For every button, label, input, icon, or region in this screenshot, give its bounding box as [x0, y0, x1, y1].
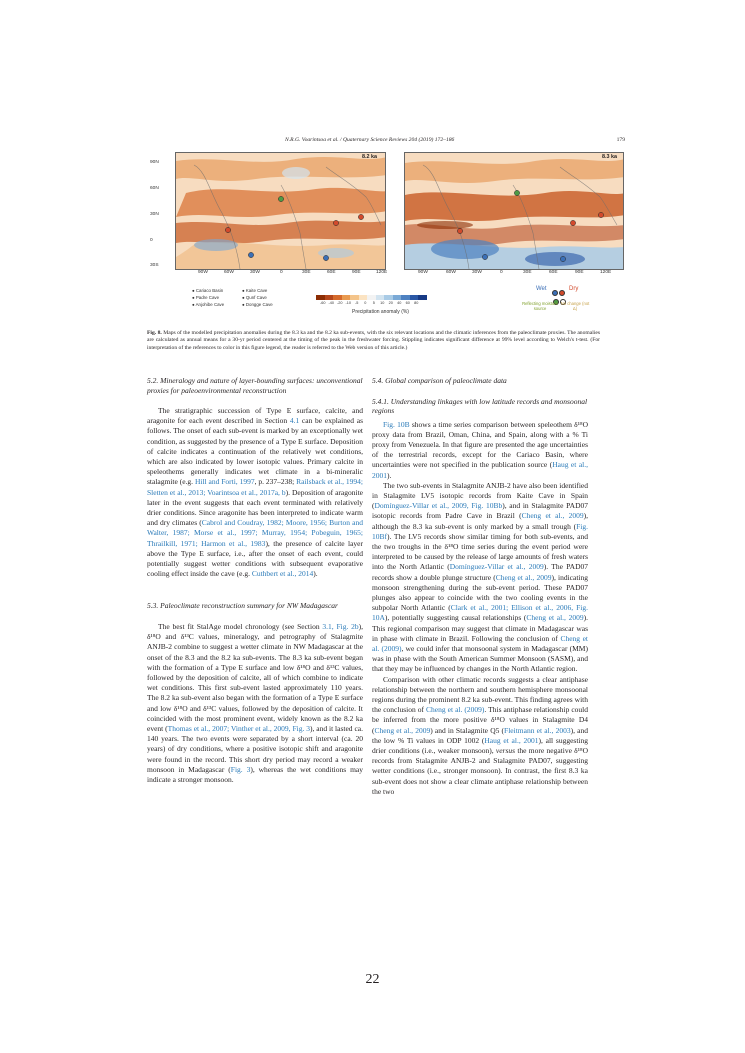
lon-label: 60E	[327, 270, 336, 275]
lon-label: 60W	[446, 270, 456, 275]
citation-link[interactable]: Domínguez-Villar et al., 2009, Fig. 10Bb	[374, 501, 503, 511]
citation-link[interactable]: Clark et al., 2001; Ellison et al., 2006, Fig. 10A	[372, 603, 588, 623]
lon-label: 90W	[418, 270, 428, 275]
colorbar-tick-label: -10	[345, 301, 351, 305]
lon-label: 60E	[549, 270, 558, 275]
citation-link[interactable]: Haug et al., 2001	[372, 460, 588, 480]
right-column	[372, 376, 588, 797]
lon-label: 30E	[523, 270, 532, 275]
map-8-2ka-graphic	[176, 153, 386, 270]
colorbar-tick-label: 10	[380, 301, 385, 305]
legend-dongge: ● Dongge Cave	[242, 302, 273, 307]
colorbar-swatch	[342, 295, 351, 300]
lon-label: 60W	[224, 270, 234, 275]
figure-link[interactable]: Fig. 10B	[383, 419, 410, 429]
colorbar-swatch	[410, 295, 419, 300]
map-8-3ka-graphic	[405, 153, 624, 270]
citation-link[interactable]: Cheng et al. (2009)	[372, 633, 588, 653]
colorbar-tick-label: -60	[320, 301, 326, 305]
figure-link[interactable]: Fig. 3	[230, 764, 251, 774]
colorbar-tick-label: 5	[372, 301, 375, 305]
figure-caption-text: Maps of the modelled precipitation anomalies during the 8.3 ka and the 8.2 ka sub-events, with the six relevant locations and the climatic inferences from the paleoclimate proxies. The anomalies are calculated as annual means for a 30-yr period centered at the timing of the peak in the freshwater forcing. Stippling indicates significant difference at 99% level according to Welch's t-test. (For interpretation of the references to color in this figure legend, the reader is referred to the Web version of this article.)	[147, 330, 600, 351]
citation-link[interactable]: Haug et al., 2001	[484, 735, 539, 745]
colorbar-label: Precipitation anomaly (%)	[352, 309, 409, 315]
citation-link[interactable]: Cabrol and Coudray, 1982; Moore, 1956; Burton and Walter, 1987; Morse et al., 1997; Murray, 1954; Pobeguin, 1965; Thrailkill, 1971; Harmon et al., 1983	[147, 518, 363, 548]
citation-link[interactable]: Cheng et al., 2009	[495, 572, 552, 582]
legend-anjohibe: ● Anjohibe Cave	[192, 302, 225, 307]
wet-label: Wet	[536, 286, 547, 292]
reflecting-label: Reflecting moisture source	[522, 301, 558, 311]
section-5-4-1-paragraph-3: Comparison with other climatic records suggests a clear antiphase relationship between the northern and southern hemisphere monsoonal regions during the prominent 8.2 ka sub-event. This finding agrees with the conclusion of Cheng et al. (2009). This antiphase relationship could be inferred from the more positive δ¹⁸O values in Stalagmite D4 (Cheng et al., 2009) and in Stalagmite Q5 (Fleitmann et al., 2003), and the low % Ti values in ODP 1002 (Haug et al., 2001), all suggesting drier conditions (i.e., weaker monsoon), versus the more negative δ¹⁸O records from Stalagmite ANJB-2 and Stalagmite PAD07, suggesting wetter conditions (i.e., stronger monsoon). In contrast, the first 8.3 ka sub-event does not show a clear climate antiphase relationship between the two	[372, 674, 589, 796]
colorbar-swatch	[325, 295, 334, 300]
lon-label: 90W	[198, 270, 208, 275]
section-5-4-heading: 5.4. Global comparison of paleoclimate data	[372, 376, 507, 385]
legend-padre: ● Padre Cave	[192, 295, 220, 300]
no-change-label: No change (not Δ)	[560, 301, 590, 311]
section-5-3-heading: 5.3. Paleoclimate reconstruction summary for NW Madagascar	[147, 601, 338, 611]
dry-label: Dry	[569, 286, 579, 292]
colorbar-swatch	[359, 295, 368, 300]
colorbar-tick-label: 80	[414, 301, 419, 305]
lon-label: 30E	[302, 270, 311, 275]
figure-caption	[147, 330, 600, 352]
colorbar-tick-label: 60	[405, 301, 410, 305]
running-head-page-number: 179	[616, 137, 625, 143]
colorbar-swatch	[393, 295, 402, 300]
citation-link[interactable]: Cheng et al., 2009	[526, 613, 584, 623]
lat-label: 30N	[150, 212, 159, 217]
citation-link[interactable]: Fleitmann et al., 2003	[504, 725, 571, 735]
lon-label: 90E	[575, 270, 584, 275]
section-link[interactable]: 3.1, Fig. 2b	[322, 621, 359, 631]
legend-qunf: ● Qunf Cave	[242, 295, 267, 300]
colorbar-swatch	[367, 295, 376, 300]
colorbar-tick-label: 0	[364, 301, 367, 305]
lat-label: 30S	[150, 263, 159, 268]
lon-label: 0	[280, 270, 283, 275]
colorbar-swatch	[418, 295, 427, 300]
colorbar-tick-label: -40	[328, 301, 334, 305]
precipitation-map-8-3ka	[404, 152, 624, 270]
citation-link[interactable]: Cheng et al., 2009	[374, 725, 431, 735]
precipitation-map-8-2ka	[175, 152, 386, 270]
lat-label: 90N	[150, 160, 159, 165]
colorbar-swatch	[316, 295, 325, 300]
colorbar-tick-label: 20	[388, 301, 393, 305]
section-5-3-paragraph: The best fit StalAge model chronology (see Section 3.1, Fig. 2b), δ¹⁸O and δ¹³C values, mineralogy, and petrography of Stalagmite ANJB-2 combine to suggest a wetter climate in NW Madagascar at the onset of the 8.3 and the 8.2 ka sub-events. The 8.3 ka sub-event began with the formation of a Type E surface and low δ¹⁸O and δ¹³C values, followed by the deposition of calcite, all of which combine to indicate wet conditions. This first sub-event lasted approximately 110 years. The 8.2 ka sub-event also began with the formation of a Type E surface and low δ¹⁸O and δ¹³C values, followed by the deposition of calcite. It coincided with the most prominent event, widely known as the 8.2 ka event (Thomas et al., 2007; Vinther et al., 2009, Fig. 3), and it lasted ca. 140 years. The two events were separated by a short interval (ca. 20 years) of dry conditions, where a positive isotopic shift and aragonite were found in the record. This short dry period may record a weaker monsoon in Madagascar (Fig. 3), whereas the wet conditions may indicate a stronger monsoon.	[147, 621, 363, 784]
lon-label: 120E	[376, 270, 388, 275]
map-right-title: 8.3 ka	[602, 154, 617, 160]
colorbar-tick-label: -20	[337, 301, 343, 305]
lon-label: 30W	[250, 270, 260, 275]
left-column	[147, 376, 363, 785]
citation-link[interactable]: Cuthbert et al., 2014	[251, 569, 314, 579]
figure-link[interactable]: Fig. 10Bf	[372, 521, 588, 541]
dry-dot-icon	[559, 290, 565, 296]
citation-link[interactable]: Domínguez-Villar et al., 2009	[449, 562, 544, 572]
figure-caption-label: Fig. 8.	[147, 330, 162, 336]
colorbar-ticks	[320, 301, 419, 305]
lon-label: 120E	[600, 270, 612, 275]
colorbar-swatch	[401, 295, 410, 300]
section-link[interactable]: 4.1	[289, 416, 300, 426]
map-left-title: 8.2 ka	[362, 154, 377, 160]
citation-link[interactable]: Cheng et al., 2009	[521, 511, 584, 521]
section-5-2-paragraph: The stratigraphic succession of Type E surface, calcite, and aragonite for each event described in Section 4.1 can be explained as follows. The onset of each sub-event is marked by an exceptionally wet condition, as suggested by the presence of a Type E surface. Deposition of calcite indicates a continuation of the relatively wet conditions, which are also indicated by lower isotopic values. Primary calcite in speleothems generally indicates wet climate in a bi-mineralic stalagmite (e.g. Hill and Forti, 1997, p. 237–238; Railsback et al., 1994; Sletten et al., 2013; Voarintsoa et al., 2017a, b). Deposition of aragonite later in the event suggests that each event terminated with relatively drier conditions. Since aragonite has been interpreted to indicate warm and dry climates (Cabrol and Coudray, 1982; Moore, 1956; Burton and Walter, 1987; Morse et al., 1997; Murray, 1954; Pobeguin, 1965; Thrailkill, 1971; Harmon et al., 1983), the presence of calcite layer above the Type E surface, i.e., after the onset of each event, could potentially suggest wetter conditions with subsequent evaporative cooling effect inside the cave (e.g. Cuthbert et al., 2014).	[147, 406, 364, 579]
citation-link[interactable]: Railsback et al., 1994; Sletten et al., 2013; Voarintsoa et al., 2017a, b	[147, 477, 363, 497]
page-number: 22	[365, 972, 380, 987]
lon-label: 30W	[472, 270, 482, 275]
section-5-2-heading: 5.2. Mineralogy and nature of layer-bounding surfaces: unconventional proxies for paleoenvironmental reconstruction	[147, 376, 363, 395]
lat-label: 60N	[150, 186, 159, 191]
precipitation-colorbar	[316, 295, 427, 300]
citation-link[interactable]: Cheng et al. (2009)	[426, 705, 485, 715]
legend-kaite: ● Kaite Cave	[242, 288, 268, 293]
colorbar-swatch	[350, 295, 359, 300]
colorbar-swatch	[384, 295, 393, 300]
colorbar-swatch	[376, 295, 385, 300]
section-5-4-1-heading: 5.4.1. Understanding linkages with low latitude records and monsoonal regions	[372, 396, 588, 415]
lon-label: 90E	[352, 270, 361, 275]
running-head-authors: N.R.G. Voarintsoa et al.	[285, 137, 339, 143]
wet-dot-icon	[552, 290, 558, 296]
section-5-4-1-paragraph-2: The two sub-events in Stalagmite ANJB-2 have also been identified in Stalagmite LV5 isotopic records from Kaite Cave in Spain (Domínguez-Villar et al., 2009, Fig. 10Bb), and in Stalagmite PAD07 isotopic records from Padre Cave in Brazil (Cheng et al., 2009), although the 8.3 ka sub-event is only marked by a small trough (Fig. 10Bf). The LV5 records show similar timing for both sub-events, and the two troughs in the δ¹⁸O time series during the event period were interpreted to be caused by the release of large amounts of fresh waters into the North Atlantic (Domínguez-Villar et al., 2009). The PAD07 records show a double plunge structure (Cheng et al., 2009), indicating monsoon strengthening during the sub-event period. These PAD07 plunges also appear to coincide with the two cooling events in the subpolar North Atlantic (Clark et al., 2001; Ellison et al., 2006, Fig. 10A), potentially suggesting causal relationships (Cheng et al., 2009). This regional comparison may suggest that climate in Madagascar was in phase with climate in Brazil. Following the conclusion of Cheng et al. (2009), we could infer that monsoonal system in Madagascar (MM) was in phase with the South American Summer Monsoon (SASM), and that they may be influenced by changes in the North Atlantic region.	[372, 480, 589, 674]
citation-link[interactable]: Hill and Forti, 1997	[194, 477, 255, 487]
running-head-journal: / Quaternary Science Reviews 204 (2019) 172–186	[338, 137, 455, 143]
colorbar-tick-label: 40	[397, 301, 402, 305]
colorbar-swatch	[333, 295, 342, 300]
lon-label: 0	[500, 270, 503, 275]
section-5-4-1-paragraph-1: Fig. 10B shows a time series comparison between speleothem δ¹⁸O proxy data from Brazil, Oman, China, and Spain, along with a % Ti proxy from Venezuela. In that figure are presented the age uncertainties of the terrestrial records, except for the Cariaco Basin, where uncertainties were not specified in the publication source (Haug et al., 2001).	[372, 419, 588, 480]
legend-cariaco: ● Cariaco Basin	[192, 288, 224, 293]
lat-label: 0	[150, 238, 153, 243]
colorbar-tick-label: -5	[355, 301, 359, 305]
citation-link[interactable]: Thomas et al., 2007; Vinther et al., 2009, Fig. 3	[167, 723, 310, 733]
